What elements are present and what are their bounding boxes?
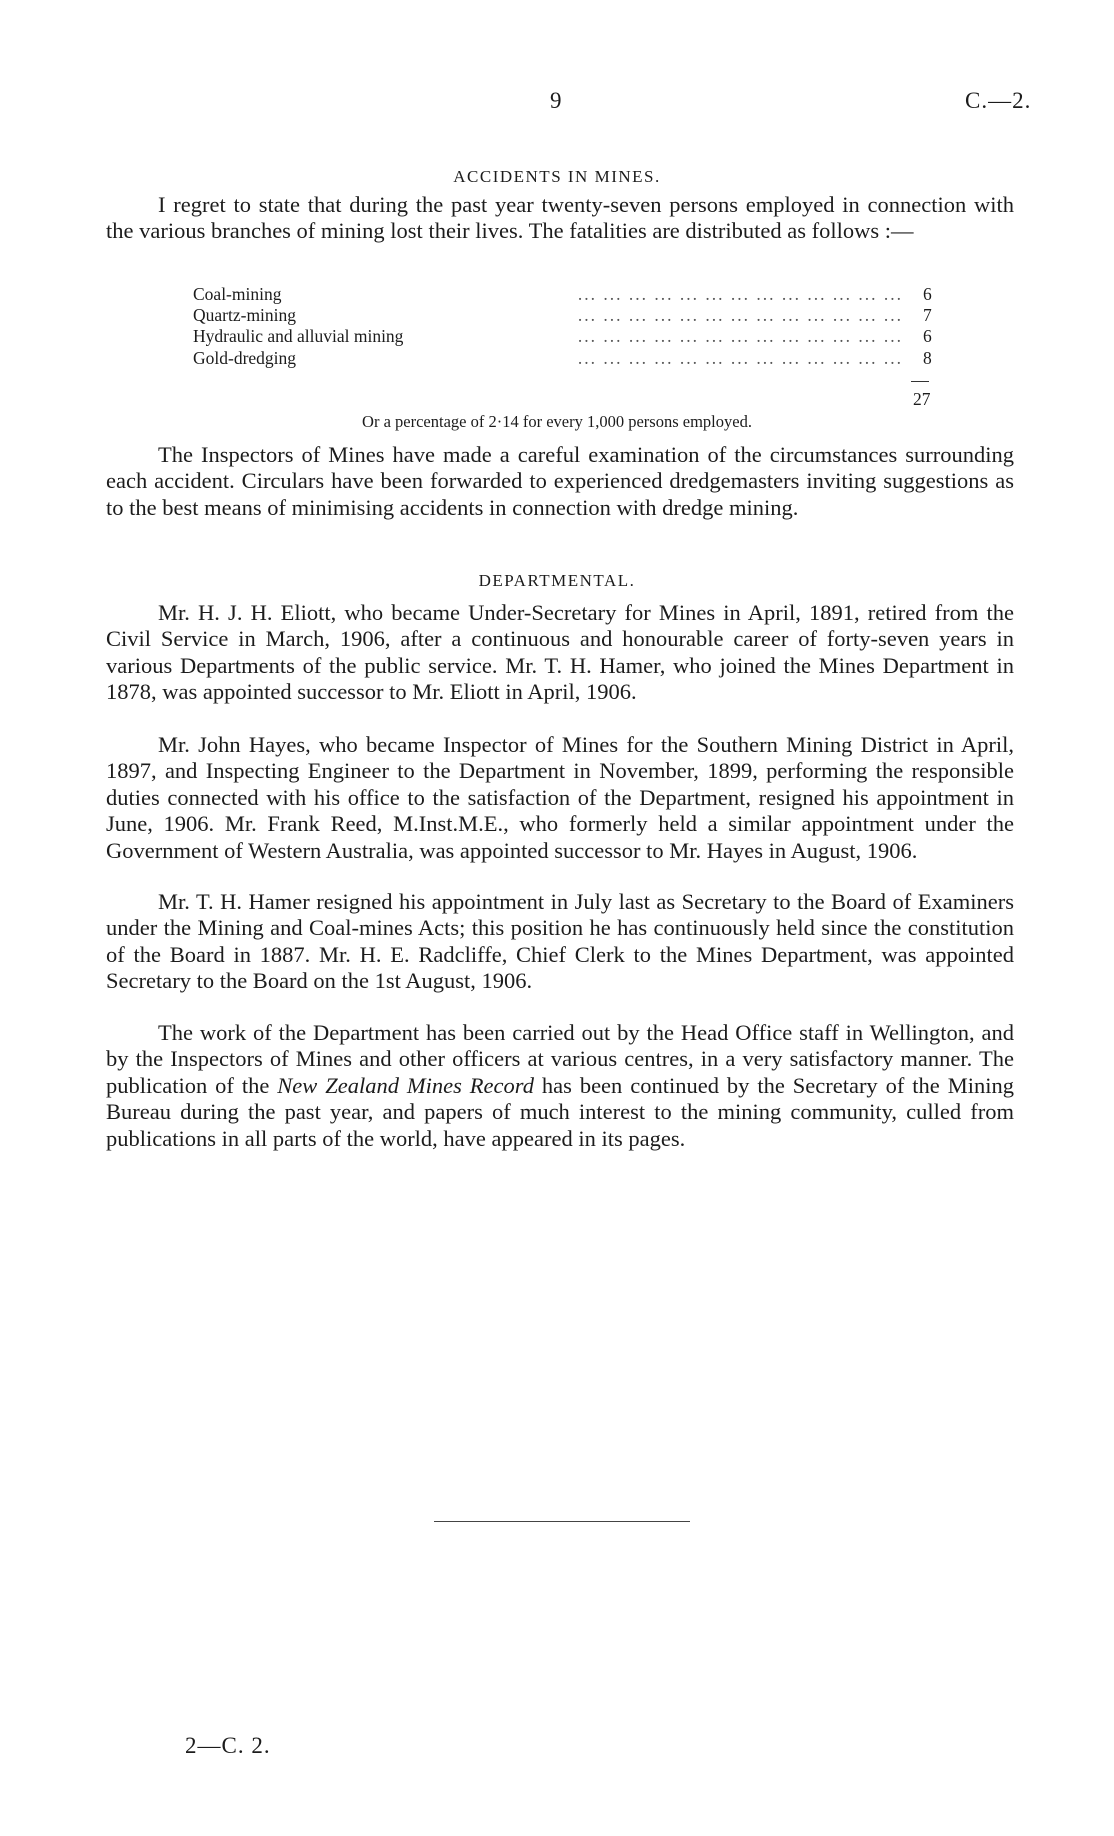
accidents-intro: I regret to state that during the past year twenty-seven persons employed in connection with the various branches of mining lost their lives. The fatalities are distributed as follows :— (106, 192, 1014, 244)
accidents-heading: ACCIDENTS IN MINES. (453, 167, 661, 186)
row-label: Quartz-mining (193, 305, 300, 326)
departmental-heading: DEPARTMENTAL. (478, 571, 636, 590)
page-number: 9 (550, 88, 562, 113)
publication-title: New Zealand Mines Record (277, 1072, 534, 1098)
table-row (193, 284, 933, 305)
row-label: Coal-mining (193, 284, 285, 305)
row-label: Hydraulic and alluvial mining (193, 326, 407, 347)
footer-signature: 2—C. 2. (185, 1733, 271, 1758)
departmental-paragraph-3: Mr. T. H. Hamer resigned his appointment in July last as Secretary to the Board of Examiners under the Mining and Coal-mines Acts; this position he has continuously held since the constitution of the Board in 1887. Mr. H. E. Radcliffe, Chief Clerk to the Mines Department, was appointed Secretary to the Board on the 1st August, 1906. (106, 889, 1014, 994)
leader-dots: ... ... ... ... ... ... ... ... ... ... ... ... ... (577, 305, 903, 326)
row-label: Gold-dredging (193, 348, 300, 369)
section-divider (434, 1521, 690, 1522)
leader-dots: ... ... ... ... ... ... ... ... ... ... ... ... ... (577, 326, 903, 347)
row-value: 8 (923, 347, 932, 368)
leader-dots: ... ... ... ... ... ... ... ... ... ... ... ... ... (577, 284, 903, 304)
departmental-paragraph-2: Mr. John Hayes, who became Inspector of Mines for the Southern Mining District in April, 1897, and Inspecting Engineer to the Department in November, 1899, performing the responsible duties connected with his office to the satisfaction of the Department, resigned his appointment in June, 1906. Mr. Frank Reed, M.Inst.M.E., who formerly held a similar appointment under the Government of Western Australia, was appointed successor to Mr. Hayes in August, 1906. (106, 732, 1014, 863)
inspectors-paragraph: The Inspectors of Mines have made a careful examination of the circumstances surrounding each accident. Circulars have been forwarded to experienced dredgemasters inviting suggestions as to the best means of minimising accidents in connection with dredge mining. (106, 442, 1014, 520)
table-row (193, 326, 933, 347)
table-row (193, 348, 933, 369)
para4-start: The work of the Department has been carried out by the Head Office staff in Wellington, and by the Inspectors of Mines and other officers at various centres, in a very satisfactory manner. The publication of the (106, 1020, 1014, 1098)
leader-dots: ... ... ... ... ... ... ... ... ... ... ... ... ... (577, 347, 903, 368)
page-reference: C.—2. (965, 88, 1032, 113)
percentage-note: Or a percentage of 2·14 for every 1,000 persons employed. (362, 412, 752, 431)
fatalities-table (193, 284, 933, 369)
table-row (193, 305, 933, 326)
departmental-paragraph-1: Mr. H. J. H. Eliott, who became Under-Secretary for Mines in April, 1891, retired from the Civil Service in March, 1906, after a continuous and honourable career of forty-seven years in various Departments of the public service. Mr. T. H. Hamer, who joined the Mines Department in 1878, was appointed successor to Mr. Eliott in April, 1906. (106, 600, 1014, 705)
row-value: 6 (923, 284, 932, 304)
total-value: 27 (913, 389, 931, 409)
departmental-paragraph-4 (106, 1020, 1014, 1152)
row-value: 6 (923, 326, 932, 347)
row-value: 7 (923, 305, 932, 326)
total-rule (911, 381, 929, 382)
para4-end: has been continued by the Secretary of the Mining Bureau during the past year, and papers of much interest to the mining community, culled from publications in all parts of the world, have appeared in its pages. (106, 1072, 1014, 1151)
